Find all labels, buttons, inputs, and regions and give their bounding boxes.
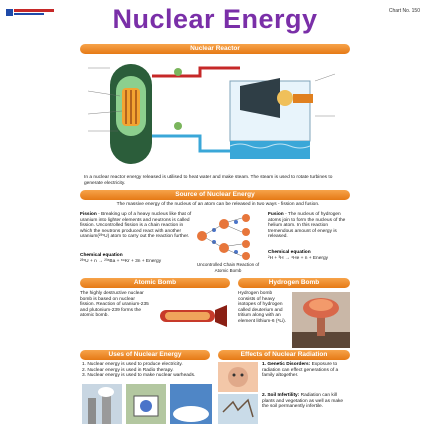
uses-heading: Uses of Nuclear Energy [80,350,210,360]
fusion-equation: ²H + ³H → ⁴He + n + Energy [268,255,329,261]
fission-equation-block [80,253,192,264]
fusion-title: Fusion [268,212,284,217]
uses-photos [82,384,212,424]
reactor-heading: Nuclear Reactor [80,44,350,54]
effect-2-title: 2. Soil Infertility: [262,393,300,398]
chain-reaction-caption: Uncontrolled Chain Reaction of Atomic Bomb [196,262,260,273]
effect-2-text: Radiation can kill plants and vegetation as well as make the soil permanently infertile. [262,393,344,409]
reactor-diagram [80,56,350,174]
fusion-equation-label: Chemical equation [268,250,311,255]
hydrogen-bomb-heading: Hydrogen Bomb [238,278,350,288]
fusion-equation-block [268,250,350,261]
fission-equation-label: Chemical equation [80,253,123,258]
effect-1-title: 1. Genetic Disorders: [262,362,311,367]
effect-1 [262,362,350,379]
page-title: Nuclear Energy [112,4,318,34]
hydrogen-bomb-text: Hydrogen bomb consists of heavy isotopes of hydrogen called deuterium and tritium along with an element lithium-6 (⁶Li). [238,291,287,324]
chart-number: Chart No. 150 [388,8,420,14]
fission-title: Fission [80,212,97,217]
use-item: 2. Nuclear energy is used in Radio therapy. [82,367,174,373]
atomic-bomb-illustration [155,305,230,327]
effect-2 [262,393,350,410]
fission-description: - Breaking up of a heavy nucleus like that of uranium into lighter elements and neutrons is called fission. Uncontrolled fission is a chain reaction in which the neutrons produced react with another uranium(²³⁵U) atom to carry out the reaction further. [80,212,192,239]
mushroom-cloud-photo [292,292,350,348]
uses-list [82,362,214,379]
use-item: 1. Nuclear energy is used to produce electricity. [82,362,183,367]
atomic-bomb-text: The highly destructive nuclear bomb is based on nuclear fission. Reaction of uranium-235 and plutonium-239 forms the atomic bomb. [80,291,149,318]
source-heading: Source of Nuclear Energy [80,190,350,200]
fission-equation: ²³⁵U + n → ²³⁶Ba + ⁸⁹Kr + 3n + Energy [80,258,162,264]
chain-reaction-diagram [192,212,262,260]
reactor-caption: In a nuclear reactor energy released is utilised to heat water and make steam. The steam is used to rotate turbines to generate electricity. [84,175,333,186]
effect-1-text: Exposure to radiation can effect generations of a family altogether. [262,362,339,378]
atomic-bomb-heading: Atomic Bomb [80,278,230,288]
fusion-description: - The nucleus of hydrogen atoms join to form the nucleus of the helium atom. In this reaction tremendous amount of energy is released. [268,212,346,239]
use-item: 3. Nuclear energy is used to make nuclear warheads. [82,373,196,378]
fusion-text [268,212,350,240]
effects-heading: Effects of Nuclear Radiation [218,350,350,360]
fission-text [80,212,192,240]
effects-photos [218,362,258,424]
source-intro: The massive energy of the nucleus of an atom can be released in two ways - fission and fusion. [116,202,320,207]
